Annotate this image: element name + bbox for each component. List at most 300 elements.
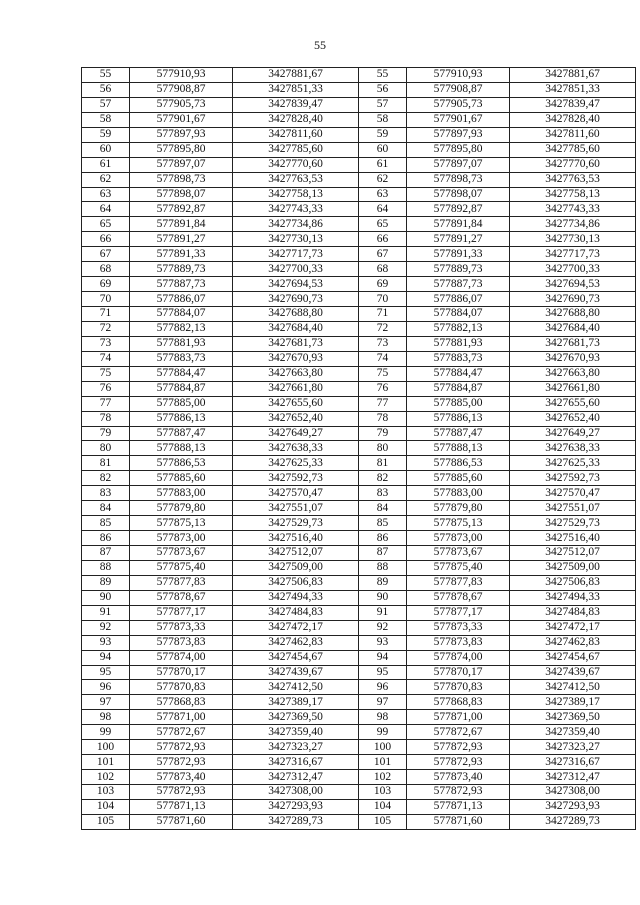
x-coordinate-cell: 577891,33 [130,247,233,262]
point-number-cell: 72 [82,321,130,336]
y-coordinate-cell: 3427289,73 [510,814,636,829]
point-number-cell: 103 [359,785,407,800]
table-row [359,292,636,307]
x-coordinate-cell: 577881,93 [407,336,510,351]
table-row [82,531,359,546]
y-coordinate-cell: 3427551,07 [233,501,359,516]
y-coordinate-cell: 3427529,73 [233,516,359,531]
y-coordinate-cell: 3427785,60 [510,142,636,157]
table-row [82,546,359,561]
y-coordinate-cell: 3427316,67 [510,755,636,770]
y-coordinate-cell: 3427655,60 [233,396,359,411]
page-number: 55 [314,38,326,52]
point-number-cell: 77 [82,396,130,411]
table-row [82,620,359,635]
point-number-cell: 105 [82,814,130,829]
x-coordinate-cell: 577898,73 [407,172,510,187]
table-row [82,590,359,605]
x-coordinate-cell: 577895,80 [130,142,233,157]
x-coordinate-cell: 577885,00 [130,396,233,411]
x-coordinate-cell: 577884,87 [407,381,510,396]
y-coordinate-cell: 3427694,53 [233,277,359,292]
y-coordinate-cell: 3427652,40 [233,411,359,426]
point-number-cell: 105 [359,814,407,829]
table-row [82,202,359,217]
table-row [359,142,636,157]
coordinates-table-left-body [82,68,359,830]
point-number-cell: 93 [82,635,130,650]
table-row [82,247,359,262]
table-row [82,217,359,232]
table-row [359,127,636,142]
point-number-cell: 88 [359,560,407,575]
point-number-cell: 64 [82,202,130,217]
y-coordinate-cell: 3427454,67 [233,650,359,665]
x-coordinate-cell: 577891,84 [130,217,233,232]
x-coordinate-cell: 577905,73 [407,97,510,112]
point-number-cell: 83 [82,486,130,501]
point-number-cell: 98 [359,710,407,725]
table-row [359,770,636,785]
point-number-cell: 59 [82,127,130,142]
point-number-cell: 78 [82,411,130,426]
y-coordinate-cell: 3427439,67 [233,665,359,680]
y-coordinate-cell: 3427758,13 [510,187,636,202]
y-coordinate-cell: 3427293,93 [233,799,359,814]
x-coordinate-cell: 577872,93 [407,785,510,800]
point-number-cell: 93 [359,635,407,650]
y-coordinate-cell: 3427681,73 [233,336,359,351]
table-row [359,516,636,531]
x-coordinate-cell: 577883,00 [407,486,510,501]
y-coordinate-cell: 3427359,40 [233,725,359,740]
table-row [359,620,636,635]
point-number-cell: 87 [82,546,130,561]
y-coordinate-cell: 3427661,80 [233,381,359,396]
table-row [82,486,359,501]
point-number-cell: 98 [82,710,130,725]
point-number-cell: 102 [82,770,130,785]
x-coordinate-cell: 577898,07 [130,187,233,202]
table-row [359,217,636,232]
table-row [82,680,359,695]
x-coordinate-cell: 577892,87 [407,202,510,217]
x-coordinate-cell: 577871,60 [407,814,510,829]
point-number-cell: 80 [82,441,130,456]
y-coordinate-cell: 3427369,50 [233,710,359,725]
x-coordinate-cell: 577883,73 [407,351,510,366]
x-coordinate-cell: 577886,53 [407,456,510,471]
table-row [82,381,359,396]
point-number-cell: 71 [359,307,407,322]
y-coordinate-cell: 3427592,73 [233,471,359,486]
table-row [82,187,359,202]
table-row [359,82,636,97]
point-number-cell: 61 [82,157,130,172]
point-number-cell: 97 [82,695,130,710]
y-coordinate-cell: 3427323,27 [233,740,359,755]
table-row [82,351,359,366]
table-row [359,307,636,322]
x-coordinate-cell: 577905,73 [130,97,233,112]
table-row [359,740,636,755]
y-coordinate-cell: 3427828,40 [510,112,636,127]
y-coordinate-cell: 3427670,93 [233,351,359,366]
table-row [359,799,636,814]
y-coordinate-cell: 3427839,47 [233,97,359,112]
point-number-cell: 67 [359,247,407,262]
y-coordinate-cell: 3427684,40 [233,321,359,336]
table-row [82,411,359,426]
point-number-cell: 79 [359,426,407,441]
point-number-cell: 60 [82,142,130,157]
table-row [82,471,359,486]
table-row [359,590,636,605]
x-coordinate-cell: 577897,07 [407,157,510,172]
x-coordinate-cell: 577897,93 [407,127,510,142]
point-number-cell: 67 [82,247,130,262]
point-number-cell: 66 [82,232,130,247]
point-number-cell: 104 [82,799,130,814]
x-coordinate-cell: 577884,47 [407,366,510,381]
point-number-cell: 90 [359,590,407,605]
table-row [359,785,636,800]
table-row [359,471,636,486]
table-row [359,456,636,471]
x-coordinate-cell: 577873,33 [407,620,510,635]
table-row [359,546,636,561]
table-row [359,695,636,710]
y-coordinate-cell: 3427881,67 [233,68,359,83]
table-row [82,127,359,142]
x-coordinate-cell: 577895,80 [407,142,510,157]
x-coordinate-cell: 577908,87 [407,82,510,97]
point-number-cell: 96 [359,680,407,695]
x-coordinate-cell: 577898,07 [407,187,510,202]
table-row [359,411,636,426]
point-number-cell: 76 [82,381,130,396]
y-coordinate-cell: 3427717,73 [233,247,359,262]
table-row [82,785,359,800]
x-coordinate-cell: 577891,84 [407,217,510,232]
y-coordinate-cell: 3427785,60 [233,142,359,157]
x-coordinate-cell: 577873,40 [407,770,510,785]
x-coordinate-cell: 577873,00 [130,531,233,546]
y-coordinate-cell: 3427690,73 [510,292,636,307]
y-coordinate-cell: 3427770,60 [233,157,359,172]
table-row [359,396,636,411]
point-number-cell: 99 [359,725,407,740]
y-coordinate-cell: 3427516,40 [233,531,359,546]
x-coordinate-cell: 577873,33 [130,620,233,635]
table-row [359,710,636,725]
point-number-cell: 58 [359,112,407,127]
y-coordinate-cell: 3427881,67 [510,68,636,83]
x-coordinate-cell: 577878,67 [407,590,510,605]
table-row [82,799,359,814]
y-coordinate-cell: 3427592,73 [510,471,636,486]
table-row [82,82,359,97]
y-coordinate-cell: 3427649,27 [233,426,359,441]
y-coordinate-cell: 3427690,73 [233,292,359,307]
table-row [82,560,359,575]
x-coordinate-cell: 577873,00 [407,531,510,546]
point-number-cell: 100 [82,740,130,755]
table-row [359,232,636,247]
point-number-cell: 102 [359,770,407,785]
point-number-cell: 78 [359,411,407,426]
table-row [82,396,359,411]
table-row [82,695,359,710]
table-row [359,187,636,202]
table-row [82,232,359,247]
point-number-cell: 63 [359,187,407,202]
y-coordinate-cell: 3427770,60 [510,157,636,172]
x-coordinate-cell: 577871,00 [407,710,510,725]
point-number-cell: 89 [82,575,130,590]
point-number-cell: 80 [359,441,407,456]
y-coordinate-cell: 3427472,17 [233,620,359,635]
table-row [359,814,636,829]
table-row [359,336,636,351]
x-coordinate-cell: 577872,93 [130,785,233,800]
table-row [82,426,359,441]
point-number-cell: 88 [82,560,130,575]
point-number-cell: 65 [82,217,130,232]
point-number-cell: 81 [359,456,407,471]
y-coordinate-cell: 3427851,33 [510,82,636,97]
point-number-cell: 82 [82,471,130,486]
x-coordinate-cell: 577872,93 [130,740,233,755]
x-coordinate-cell: 577897,07 [130,157,233,172]
point-number-cell: 71 [82,307,130,322]
y-coordinate-cell: 3427763,53 [233,172,359,187]
y-coordinate-cell: 3427839,47 [510,97,636,112]
x-coordinate-cell: 577871,13 [407,799,510,814]
y-coordinate-cell: 3427663,80 [510,366,636,381]
point-number-cell: 82 [359,471,407,486]
y-coordinate-cell: 3427758,13 [233,187,359,202]
table-row [82,292,359,307]
point-number-cell: 60 [359,142,407,157]
y-coordinate-cell: 3427359,40 [510,725,636,740]
x-coordinate-cell: 577875,40 [407,560,510,575]
x-coordinate-cell: 577877,83 [130,575,233,590]
y-coordinate-cell: 3427308,00 [510,785,636,800]
y-coordinate-cell: 3427688,80 [233,307,359,322]
table-row [82,97,359,112]
y-coordinate-cell: 3427663,80 [233,366,359,381]
y-coordinate-cell: 3427308,00 [233,785,359,800]
x-coordinate-cell: 577877,17 [130,605,233,620]
y-coordinate-cell: 3427681,73 [510,336,636,351]
x-coordinate-cell: 577897,93 [130,127,233,142]
y-coordinate-cell: 3427472,17 [510,620,636,635]
table-row [82,441,359,456]
table-row [359,725,636,740]
x-coordinate-cell: 577910,93 [407,68,510,83]
y-coordinate-cell: 3427412,50 [233,680,359,695]
point-number-cell: 91 [82,605,130,620]
x-coordinate-cell: 577871,60 [130,814,233,829]
x-coordinate-cell: 577879,80 [130,501,233,516]
y-coordinate-cell: 3427688,80 [510,307,636,322]
table-row [82,575,359,590]
x-coordinate-cell: 577875,13 [407,516,510,531]
y-coordinate-cell: 3427529,73 [510,516,636,531]
point-number-cell: 75 [82,366,130,381]
x-coordinate-cell: 577898,73 [130,172,233,187]
point-number-cell: 92 [359,620,407,635]
point-number-cell: 101 [82,755,130,770]
x-coordinate-cell: 577868,83 [130,695,233,710]
table-row [359,755,636,770]
point-number-cell: 99 [82,725,130,740]
y-coordinate-cell: 3427652,40 [510,411,636,426]
x-coordinate-cell: 577877,83 [407,575,510,590]
table-row [82,321,359,336]
y-coordinate-cell: 3427509,00 [510,560,636,575]
x-coordinate-cell: 577872,93 [130,755,233,770]
x-coordinate-cell: 577874,00 [130,650,233,665]
point-number-cell: 56 [82,82,130,97]
point-number-cell: 96 [82,680,130,695]
x-coordinate-cell: 577891,27 [130,232,233,247]
x-coordinate-cell: 577889,73 [130,262,233,277]
table-row [359,321,636,336]
table-row [82,740,359,755]
y-coordinate-cell: 3427323,27 [510,740,636,755]
x-coordinate-cell: 577873,67 [407,546,510,561]
y-coordinate-cell: 3427462,83 [233,635,359,650]
x-coordinate-cell: 577874,00 [407,650,510,665]
x-coordinate-cell: 577886,13 [407,411,510,426]
point-number-cell: 86 [359,531,407,546]
coordinates-table-left [81,67,359,830]
point-number-cell: 85 [359,516,407,531]
table-row [359,575,636,590]
x-coordinate-cell: 577888,13 [130,441,233,456]
x-coordinate-cell: 577875,40 [130,560,233,575]
y-coordinate-cell: 3427649,27 [510,426,636,441]
x-coordinate-cell: 577891,33 [407,247,510,262]
point-number-cell: 55 [359,68,407,83]
table-row [82,336,359,351]
table-row [82,366,359,381]
y-coordinate-cell: 3427312,47 [233,770,359,785]
table-row [82,650,359,665]
x-coordinate-cell: 577872,93 [407,740,510,755]
x-coordinate-cell: 577901,67 [130,112,233,127]
y-coordinate-cell: 3427828,40 [233,112,359,127]
x-coordinate-cell: 577871,13 [130,799,233,814]
y-coordinate-cell: 3427484,83 [510,605,636,620]
table-row [82,635,359,650]
point-number-cell: 94 [359,650,407,665]
point-number-cell: 91 [359,605,407,620]
point-number-cell: 69 [359,277,407,292]
x-coordinate-cell: 577892,87 [130,202,233,217]
table-row [359,172,636,187]
point-number-cell: 57 [359,97,407,112]
point-number-cell: 65 [359,217,407,232]
y-coordinate-cell: 3427454,67 [510,650,636,665]
point-number-cell: 101 [359,755,407,770]
y-coordinate-cell: 3427625,33 [510,456,636,471]
y-coordinate-cell: 3427293,93 [510,799,636,814]
y-coordinate-cell: 3427694,53 [510,277,636,292]
point-number-cell: 73 [359,336,407,351]
point-number-cell: 72 [359,321,407,336]
y-coordinate-cell: 3427730,13 [510,232,636,247]
table-row [359,366,636,381]
x-coordinate-cell: 577910,93 [130,68,233,83]
y-coordinate-cell: 3427484,83 [233,605,359,620]
point-number-cell: 89 [359,575,407,590]
x-coordinate-cell: 577887,73 [407,277,510,292]
y-coordinate-cell: 3427412,50 [510,680,636,695]
point-number-cell: 57 [82,97,130,112]
x-coordinate-cell: 577885,00 [407,396,510,411]
y-coordinate-cell: 3427570,47 [233,486,359,501]
point-number-cell: 95 [82,665,130,680]
point-number-cell: 104 [359,799,407,814]
table-row [359,351,636,366]
x-coordinate-cell: 577886,07 [130,292,233,307]
x-coordinate-cell: 577887,47 [130,426,233,441]
point-number-cell: 69 [82,277,130,292]
x-coordinate-cell: 577882,13 [130,321,233,336]
table-row [82,172,359,187]
table-row [359,97,636,112]
y-coordinate-cell: 3427730,13 [233,232,359,247]
y-coordinate-cell: 3427506,83 [233,575,359,590]
point-number-cell: 56 [359,82,407,97]
y-coordinate-cell: 3427655,60 [510,396,636,411]
y-coordinate-cell: 3427389,17 [510,695,636,710]
y-coordinate-cell: 3427811,60 [510,127,636,142]
x-coordinate-cell: 577887,73 [130,277,233,292]
table-row [359,426,636,441]
x-coordinate-cell: 577872,93 [407,755,510,770]
table-row [359,202,636,217]
point-number-cell: 85 [82,516,130,531]
table-row [82,665,359,680]
table-row [359,441,636,456]
x-coordinate-cell: 577873,83 [407,635,510,650]
y-coordinate-cell: 3427717,73 [510,247,636,262]
table-row [82,112,359,127]
table-row [82,605,359,620]
point-number-cell: 84 [359,501,407,516]
point-number-cell: 70 [82,292,130,307]
point-number-cell: 103 [82,785,130,800]
table-row [82,516,359,531]
x-coordinate-cell: 577883,00 [130,486,233,501]
table-row [82,68,359,83]
y-coordinate-cell: 3427734,86 [510,217,636,232]
x-coordinate-cell: 577887,47 [407,426,510,441]
y-coordinate-cell: 3427625,33 [233,456,359,471]
point-number-cell: 76 [359,381,407,396]
y-coordinate-cell: 3427316,67 [233,755,359,770]
y-coordinate-cell: 3427509,00 [233,560,359,575]
table-row [82,501,359,516]
table-row [359,157,636,172]
point-number-cell: 100 [359,740,407,755]
table-row [82,770,359,785]
y-coordinate-cell: 3427570,47 [510,486,636,501]
